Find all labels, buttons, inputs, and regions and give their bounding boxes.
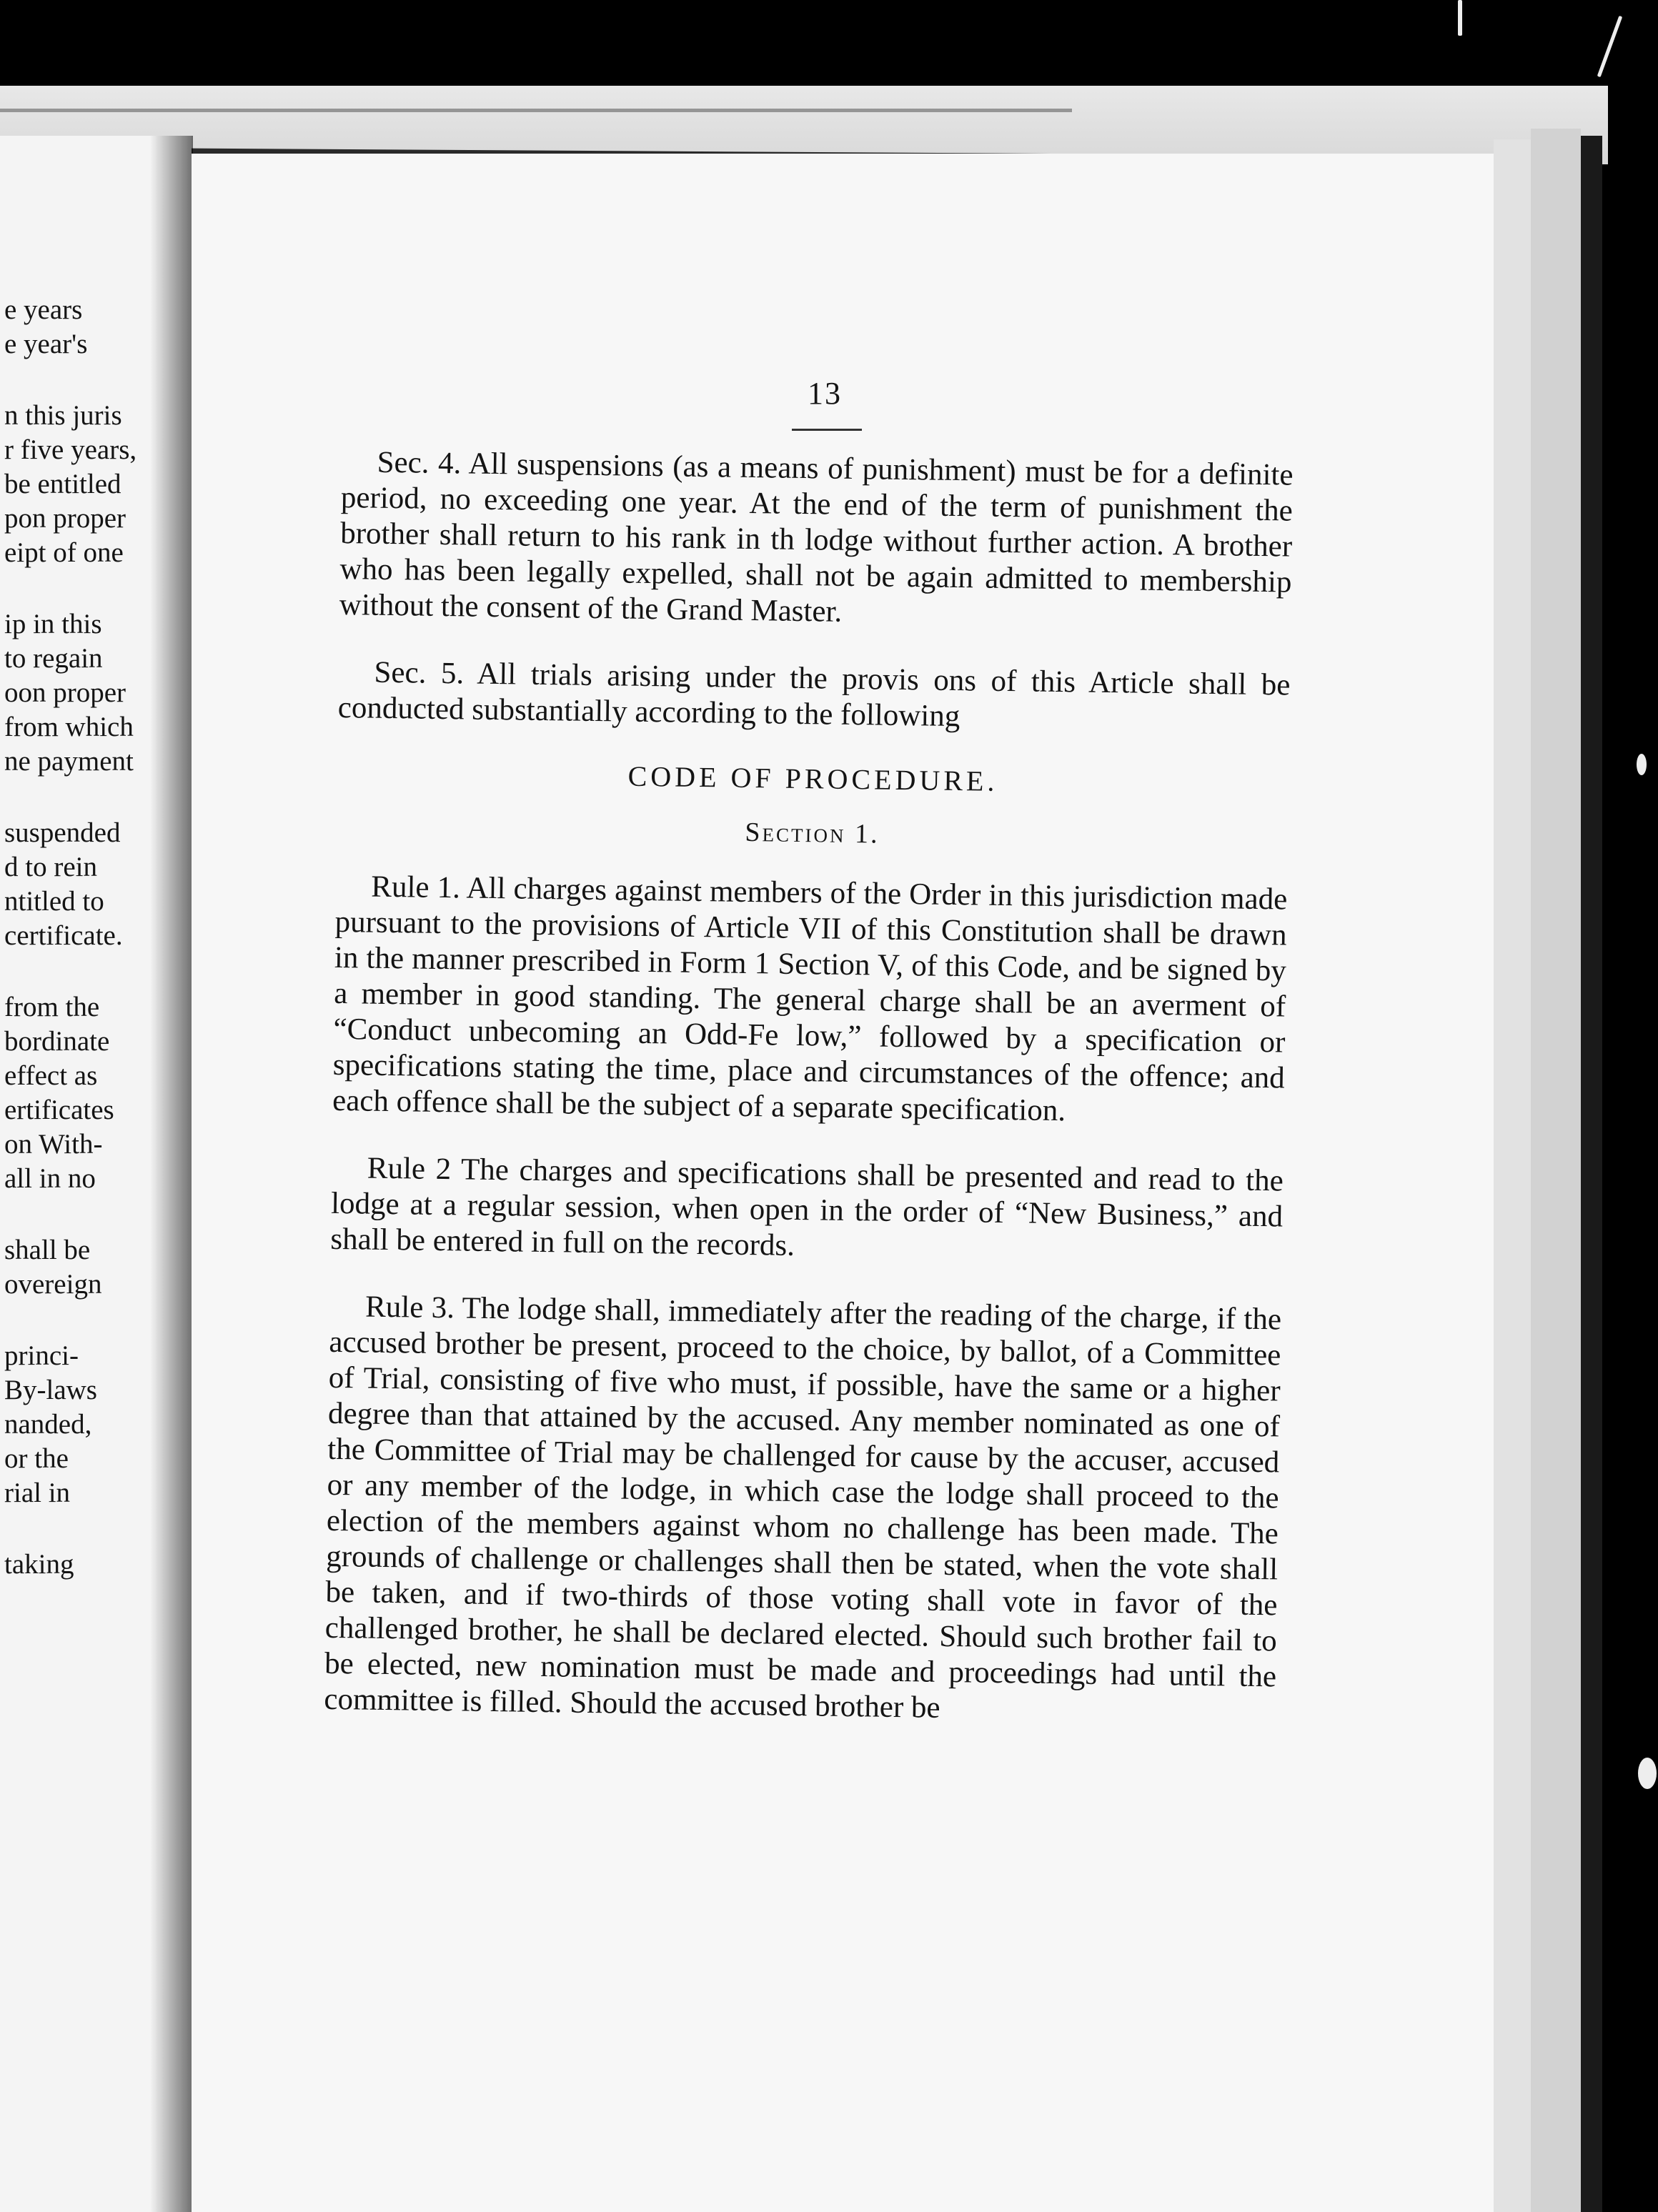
- left-page-line: d to rein: [4, 852, 97, 882]
- left-page-line: effect as: [4, 1060, 98, 1091]
- left-page-line: e years: [4, 294, 83, 325]
- left-page-line: n this juris: [4, 400, 122, 431]
- left-page-line: r five years,: [4, 434, 137, 465]
- page-body: [324, 444, 1294, 1730]
- left-page-line: from which: [4, 712, 134, 742]
- page-number: 13: [808, 376, 842, 411]
- left-page-line: nanded,: [4, 1409, 92, 1440]
- left-page-line: on With-: [4, 1129, 103, 1160]
- left-page-line: e year's: [4, 329, 88, 359]
- left-page-line: certificate.: [4, 920, 123, 951]
- left-page-line: eipt of one: [4, 537, 124, 568]
- scan-speck: [1597, 16, 1622, 77]
- left-page-line: from the: [4, 992, 100, 1022]
- left-page-line: rial in: [4, 1478, 71, 1508]
- left-page-line: ertificates: [4, 1095, 114, 1125]
- left-page-line: ne payment: [4, 746, 134, 777]
- left-page-line: be entitled: [4, 469, 121, 499]
- scan-speck: [1638, 1758, 1657, 1789]
- page-edge: [1494, 139, 1531, 2212]
- page-edge-stack: [1531, 129, 1581, 2212]
- left-page-line: By-laws: [4, 1375, 97, 1405]
- left-page-line: or the: [4, 1443, 69, 1474]
- scan-speck: [1458, 0, 1462, 36]
- left-page-line: bordinate: [4, 1026, 110, 1057]
- left-page-line: to regain: [4, 643, 103, 674]
- left-page-line: all in no: [4, 1163, 96, 1194]
- section-4-paragraph: Sec. 4. All suspensions (as a means of punishment) must be for a definite period, no exceeding one year. At the end of the term of punishment the brother shall return to his rank in th lodge without further action. A brother who has been legally expelled, shall not be again admitted to membership without the consent of the Grand Master.: [339, 445, 1294, 629]
- page-number-rule: [792, 429, 862, 431]
- left-page-line: shall be: [4, 1235, 91, 1265]
- left-page-line: suspended: [4, 817, 121, 848]
- rule-2-paragraph: Rule 2 The charges and specifications shall be presented and read to the lodge at a regular session, when open in the order of “New Business,” and shall be entered in full on the records.: [330, 1151, 1284, 1262]
- scan-speck: [1637, 754, 1647, 775]
- page-gutter-shadow: [150, 136, 193, 2212]
- left-page-line: overeign: [4, 1269, 102, 1300]
- section-5-paragraph: Sec. 5. All trials arising under the provis ons of this Article shall be conducted substantially according to the following: [337, 655, 1291, 734]
- rule-3-paragraph: Rule 3. The lodge shall, immediately after the reading of the charge, if the accused brother be present, proceed to the choice, by ballot, of a Committee of Trial, consisting of five who must, if possible, have the same or a higher degree than that attained by the accused. Any member nominated as one of the Committee of Trial may be challenged for cause by the accuser, accused or any member of the lodge, in which case the lodge shall proceed to the election of the members against whom no challenge has been made. The grounds of challenge or challenges shall then be stated, when the vote shall be taken, and if two-thirds of those voting shall vote in favor of the challenged brother, he shall be declared elected. Should such brother fail to be elected, new nomination must be made and proceedings had until the committee is filled. Should the accused brother be: [324, 1290, 1282, 1725]
- section-1-heading: Section 1.: [745, 817, 880, 850]
- left-page-line: ntitled to: [4, 886, 104, 917]
- left-page-line: taking: [4, 1549, 74, 1580]
- top-border-line: [0, 109, 1072, 112]
- code-of-procedure-heading: CODE OF PROCEDURE.: [627, 759, 998, 797]
- left-page-line: ip in this: [4, 609, 102, 639]
- left-page-line: oon proper: [4, 677, 126, 708]
- page-edge-shadow: [1581, 136, 1602, 2212]
- left-page-line: princi-: [4, 1340, 79, 1371]
- left-page-line: pon proper: [4, 503, 126, 534]
- rule-1-paragraph: Rule 1. All charges against members of the Order in this jurisdiction made pursuant to the provisions of Article VII of this Constitution shall be drawn in the manner prescribed in Form 1 Section V, of this Code, and be signed by a member in good standing. The general charge shall be an averment of “Conduct unbecoming an Odd-Fe low,” followed by a specification or specifications stating the time, place and circumstances of the offence; and each offence shall be the subject of a separate specification.: [332, 870, 1288, 1128]
